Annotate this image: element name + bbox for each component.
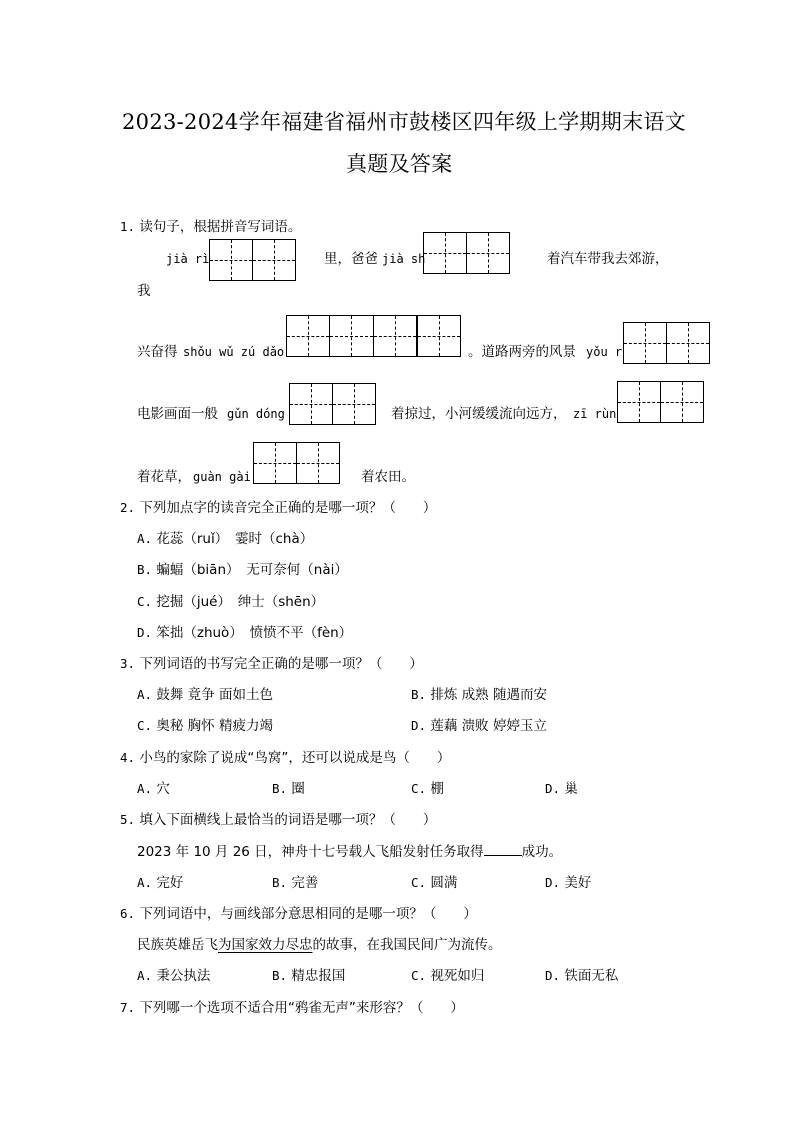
question-2	[120, 500, 436, 516]
option-a[interactable]	[137, 687, 273, 703]
question-7	[120, 1000, 464, 1016]
option-text: 圈	[291, 781, 305, 797]
option-c[interactable]	[411, 781, 444, 797]
option-label: A.	[137, 531, 153, 546]
grid-cell[interactable]	[667, 323, 709, 363]
option-d[interactable]	[545, 781, 578, 797]
pinyin-jiari: jià rì	[166, 252, 210, 266]
sentence-text: 民族英雄岳飞	[137, 937, 218, 953]
question-number: 4.	[120, 750, 136, 765]
sentence-text: 电影画面一般	[137, 406, 218, 422]
option-text: 精忠报国	[291, 968, 346, 984]
option-a[interactable]	[137, 875, 183, 891]
grid-cell[interactable]	[297, 443, 339, 483]
question-number: 5.	[120, 812, 136, 827]
sentence-text: 着花草，	[137, 469, 191, 485]
answer-blank[interactable]	[484, 843, 522, 856]
option-text: 秉公执法	[156, 968, 211, 984]
option-text: 视死如归	[430, 968, 485, 984]
grid-cell[interactable]	[287, 316, 330, 356]
option-text: 巢	[564, 781, 578, 797]
sentence-text: 2023 年 10 月 26 日，神舟十七号载人飞船发射任务取得	[137, 844, 484, 860]
option-label: C.	[411, 875, 427, 890]
question-prompt: 小鸟的家除了说成“鸟窝”，还可以说成是鸟（ ）	[139, 750, 451, 766]
question-number: 7.	[120, 1000, 136, 1015]
option-label: C.	[137, 594, 153, 609]
option-label: D.	[137, 625, 153, 640]
pinyin-jiashi: jià sh	[382, 252, 426, 266]
grid-cell[interactable]	[333, 384, 375, 424]
option-text: 穴	[156, 781, 170, 797]
grid-cell[interactable]	[467, 233, 509, 273]
option-text: 挖掘（jué） 绅士（shēn）	[156, 594, 325, 610]
option-label: C.	[411, 968, 427, 983]
sentence-text: 兴奋得	[137, 344, 178, 360]
question-prompt: 读句子，根据拼音写词语。	[139, 219, 302, 235]
question-number: 3.	[120, 656, 136, 671]
pinyin-youren: yǒu r	[586, 345, 623, 359]
grid-cell[interactable]	[254, 443, 297, 483]
pinyin-guangai: guàn gài	[193, 470, 251, 484]
option-text: 鼓舞 竟争 面如土色	[156, 687, 273, 703]
option-text: 完善	[291, 875, 319, 891]
option-label: B.	[411, 687, 427, 702]
question-3	[120, 656, 423, 672]
sentence-text: 的故事，在我国民间广为流传。	[312, 937, 502, 953]
question-prompt: 下列词语中，与画线部分意思相同的是哪一项？（ ）	[139, 906, 477, 922]
pinyin-zirun: zī rùn	[573, 407, 617, 421]
option-text: 莲藕 溃败 婷婷玉立	[430, 718, 547, 734]
sentence-text: 着汽车带我去郊游，	[547, 251, 669, 267]
option-label: D.	[411, 718, 427, 733]
grid-cell[interactable]	[210, 240, 253, 280]
option-label: B.	[272, 875, 288, 890]
option-text: 圆满	[430, 875, 458, 891]
fill-in-sentence	[137, 843, 562, 860]
pinyin-shouwuzudao: shǒu wǔ zú dǎo	[183, 345, 285, 359]
writing-grid-4[interactable]	[623, 322, 710, 364]
writing-grid-3[interactable]	[286, 315, 461, 357]
writing-grid-1[interactable]	[209, 239, 296, 281]
option-label: A.	[137, 687, 153, 702]
option-label: A.	[137, 968, 153, 983]
option-label: D.	[545, 968, 561, 983]
example-sentence	[137, 937, 502, 953]
grid-cell[interactable]	[253, 240, 295, 280]
option-d[interactable]	[545, 968, 618, 984]
question-5	[120, 812, 436, 828]
sentence-text: 。道路两旁的风景	[468, 344, 576, 360]
grid-cell[interactable]	[290, 384, 333, 424]
option-text: 排炼 成熟 随遇而安	[430, 687, 547, 703]
option-b[interactable]	[411, 687, 547, 703]
document-title-line1: 2023-2024学年福建省福州市鼓楼区四年级上学期期末语文	[122, 110, 686, 134]
option-c[interactable]	[411, 968, 484, 984]
option-label: C.	[137, 718, 153, 733]
grid-cell[interactable]	[661, 382, 703, 422]
option-text: 完好	[156, 875, 184, 891]
sentence-text: 着农田。	[361, 469, 415, 485]
option-b[interactable]	[272, 875, 318, 891]
option-text: 蝙蝠（biān） 无可奈何（nài）	[156, 562, 348, 578]
grid-cell[interactable]	[424, 233, 467, 273]
option-text: 笨拙（zhuò） 愤愤不平（fèn）	[156, 625, 353, 641]
question-prompt: 下列加点字的读音完全正确的是哪一项？（ ）	[139, 500, 437, 516]
grid-cell[interactable]	[618, 382, 661, 422]
question-prompt: 下列词语的书写完全正确的是哪一项？（ ）	[139, 656, 423, 672]
grid-cell[interactable]	[330, 316, 373, 356]
option-a[interactable]	[137, 968, 210, 984]
option-label: C.	[411, 781, 427, 796]
document-title-line2: 真题及答案	[346, 152, 453, 176]
writing-grid-5[interactable]	[289, 383, 376, 425]
writing-grid-7[interactable]	[253, 442, 340, 484]
grid-cell[interactable]	[418, 316, 460, 356]
option-text: 花蕊（ruǐ） 霎时（chà）	[156, 531, 314, 547]
question-6	[120, 906, 477, 922]
sentence-text: 成功。	[521, 844, 563, 860]
option-d[interactable]	[545, 875, 591, 891]
question-number: 6.	[120, 906, 136, 921]
question-1	[120, 219, 301, 235]
question-prompt: 下列哪一个选项不适合用“鸦雀无声”来形容？（ ）	[139, 1000, 464, 1016]
grid-cell[interactable]	[374, 316, 418, 356]
option-a[interactable]	[137, 781, 170, 797]
question-number: 2.	[120, 500, 136, 515]
writing-grid-2[interactable]	[423, 232, 510, 274]
option-c[interactable]	[137, 718, 273, 734]
pinyin-gundong: gǔn dóng	[227, 407, 285, 421]
sentence-text: 我	[137, 283, 151, 299]
option-label: B.	[272, 781, 288, 796]
option-b[interactable]	[137, 562, 348, 578]
option-label: D.	[545, 875, 561, 890]
option-label: A.	[137, 875, 153, 890]
option-d[interactable]	[137, 625, 352, 641]
question-4	[120, 750, 450, 766]
option-label: B.	[137, 562, 153, 577]
sentence-text: 里，爸爸	[324, 251, 378, 267]
underlined-phrase: 为国家效力尽忠	[218, 937, 313, 953]
option-label: A.	[137, 781, 153, 796]
option-text: 美好	[564, 875, 592, 891]
option-text: 奥秘 胸怀 精疲力竭	[156, 718, 273, 734]
option-c[interactable]	[411, 875, 457, 891]
option-label: B.	[272, 968, 288, 983]
option-text: 铁面无私	[564, 968, 619, 984]
option-a[interactable]	[137, 531, 313, 547]
question-prompt: 填入下面横线上最恰当的词语是哪一项？（ ）	[139, 812, 437, 828]
option-label: D.	[545, 781, 561, 796]
option-d[interactable]	[411, 718, 547, 734]
option-b[interactable]	[272, 968, 345, 984]
grid-cell[interactable]	[624, 323, 667, 363]
option-c[interactable]	[137, 594, 324, 610]
option-b[interactable]	[272, 781, 305, 797]
writing-grid-6[interactable]	[617, 381, 704, 423]
question-number: 1.	[120, 219, 136, 234]
sentence-text: 着掠过，小河缓缓流向远方，	[391, 406, 567, 422]
option-text: 棚	[430, 781, 444, 797]
